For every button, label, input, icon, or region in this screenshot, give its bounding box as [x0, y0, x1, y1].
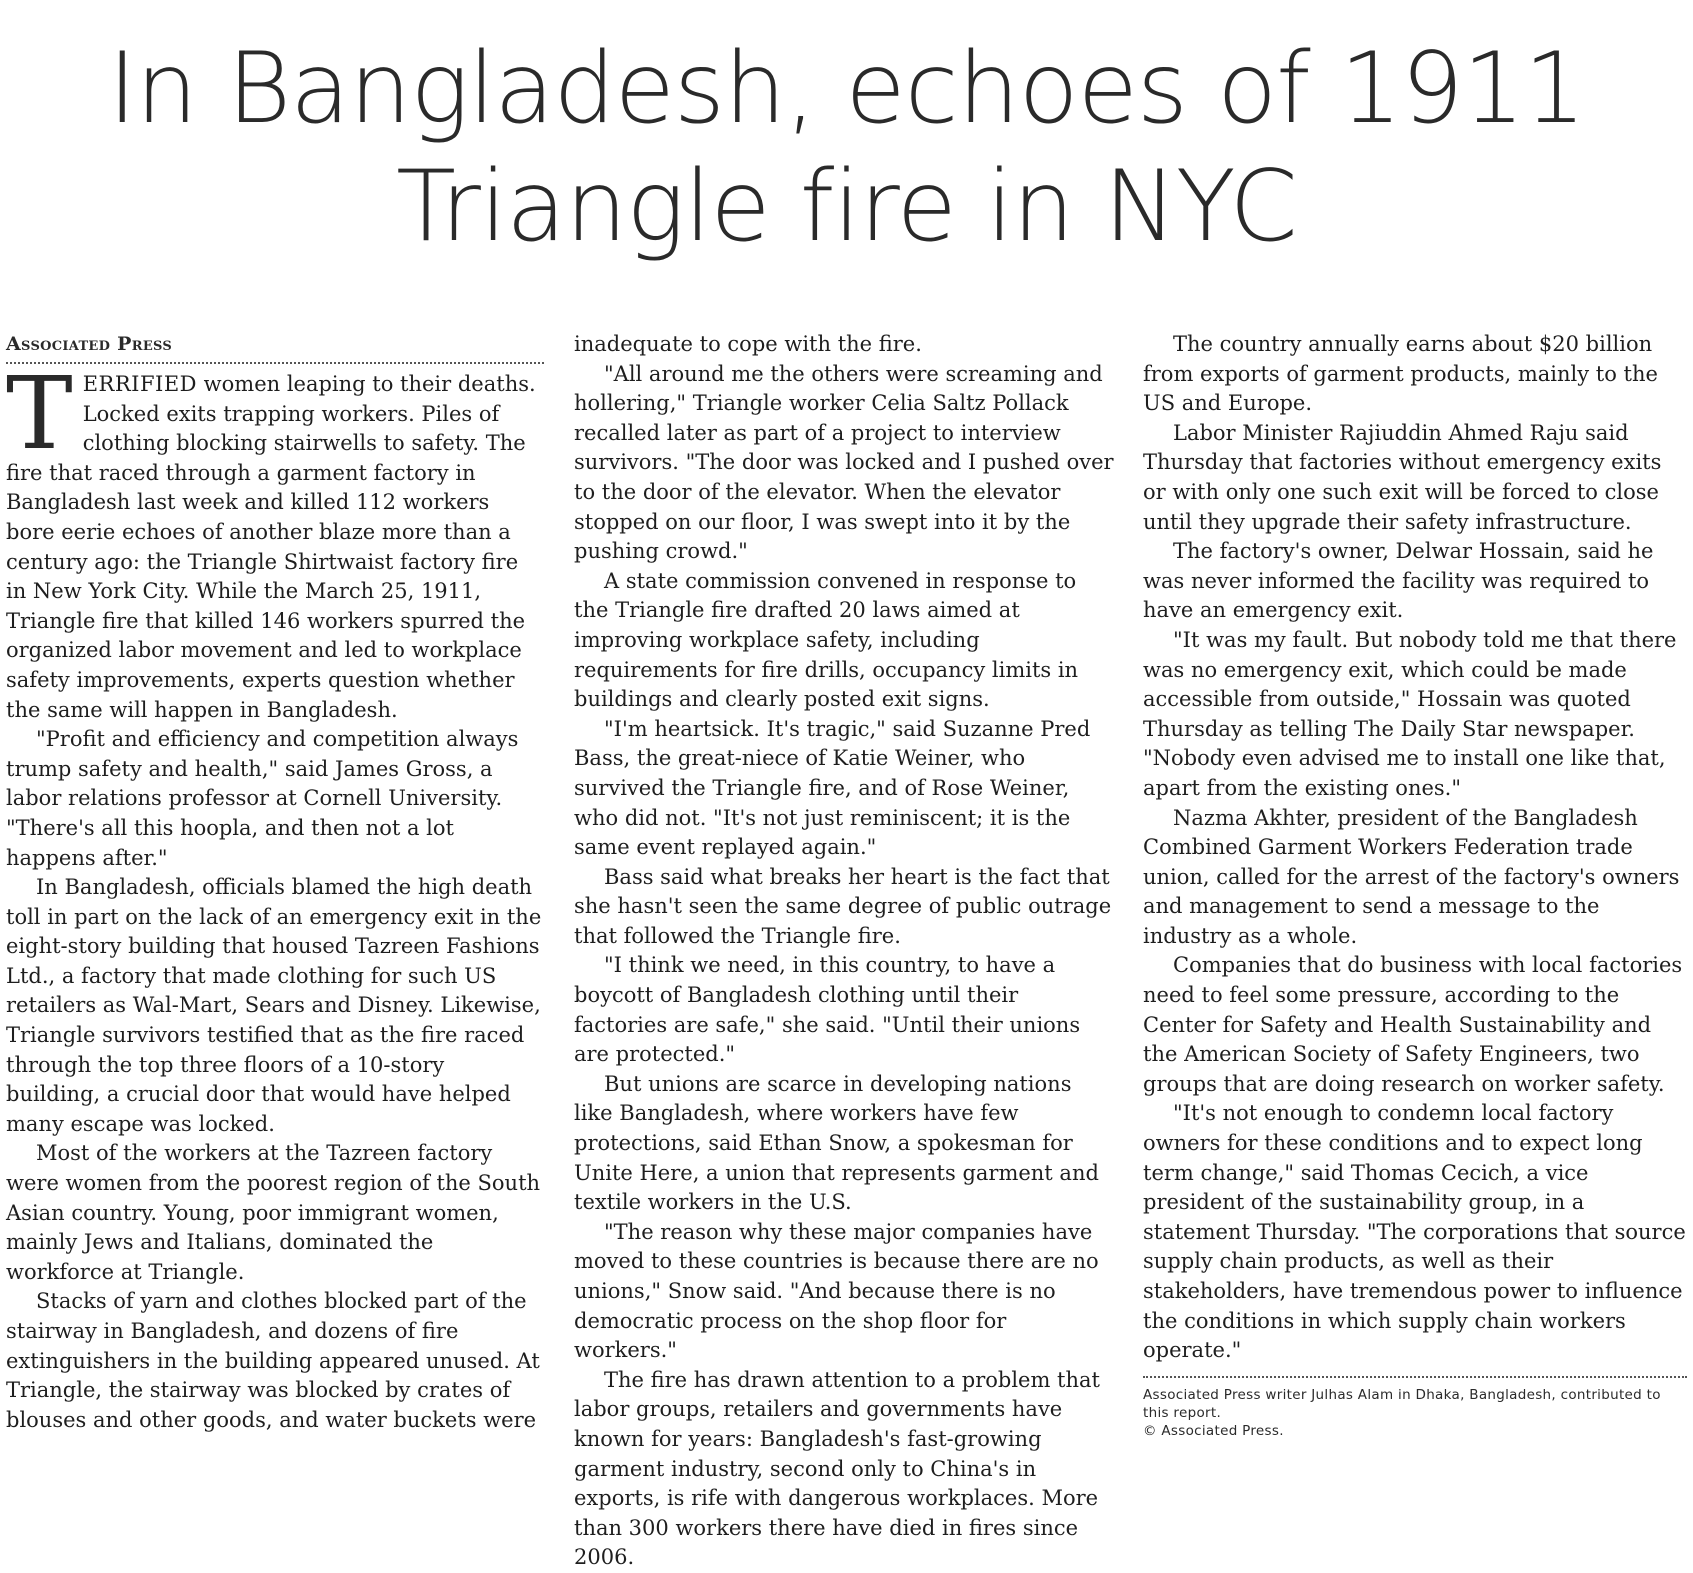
article-column-3 [1143, 330, 1687, 1440]
paragraph: Companies that do business with local factories need to feel some pressure, according to the Center for Safety and Health Sustainability and the American Society of Safety Engineers, two groups that are doing research on worker safety. [1143, 953, 1683, 1096]
lead-paragraph [6, 355, 544, 725]
paragraph: The fire has drawn attention to a problem that labor groups, retailers and governments have known for years: Bangladesh's fast-growing garment industry, second only to China's in exports, is rife with dangerous workplaces. More than 300 workers there have died in fires since 2006. [574, 1367, 1100, 1570]
article-column-1 [6, 330, 544, 1435]
headline-line-2: Triangle fire in NYC [396, 150, 1297, 264]
paragraph: Most of the workers at the Tazreen factory were women from the poorest region of the South Asian country. Young, poor immigrant women, mainly Jews and Italians, dominated the workforce at Triangle. [6, 1141, 541, 1284]
paragraph: "It was my fault. But nobody told me that there was no emergency exit, which could be made accessible from outside," Hossain was quoted Thursday as telling The Daily Star newspaper. "Nobody even advised me to install one like that, apart from the existing ones." [1143, 627, 1677, 800]
paragraph: "I think we need, in this country, to have a boycott of Bangladesh clothing until their factories are safe," she said. "Until their unions are protected." [574, 953, 1081, 1067]
lead-smallcaps: ERRIFIED [82, 372, 197, 396]
paragraph: "It's not enough to condemn local factory owners for these conditions and to expect long term change," said Thomas Cecich, a vice president of the sustainability group, in a statement Thursday. "The corporations that source supply chain products, as well as their stakeholders, have tremendous power to influence the conditions in which supply chain workers operate." [1143, 1101, 1686, 1363]
paragraph: "All around me the others were screaming and hollering," Triangle worker Celia Saltz Pollack recalled later as part of a project to interview survivors. "The door was locked and I pushed over to the door of the elevator. When the elevator stopped on our floor, I was swept into it by the pushing crowd." [574, 361, 1114, 564]
paragraph: Stacks of yarn and clothes blocked part of the stairway in Bangladesh, and dozens of fire extinguishers in the building appeared unused. At Triangle, the stairway was blocked by crates of blouses and other goods, and water buckets were [6, 1289, 540, 1432]
paragraph: Labor Minister Rajiuddin Ahmed Raju said Thursday that factories without emergency exits or with only one such exit will be forced to close until they upgrade their safety infrastructure. [1143, 420, 1662, 534]
paragraph-continuation: inadequate to cope with the fire. [574, 332, 922, 356]
paragraph: The country annually earns about $20 billion from exports of garment products, mainly to the US and Europe. [1143, 332, 1658, 416]
headline [0, 30, 1693, 266]
paragraph: "The reason why these major companies have moved to these countries is because there are no unions," Snow said. "And because there is no democratic process on the shop floor for workers." [574, 1219, 1099, 1363]
paragraph: In Bangladesh, officials blamed the high death toll in part on the lack of an emergency exit in the eight-story building that housed Tazreen Fashions Ltd., a factory that made clothing for such US retailers as Wal-Mart, Sears and Disney. Likewise, Triangle survivors testified that as the fire raced through the top three floors of a 10-story building, a crucial door that would have helped many escape was locked. [6, 875, 542, 1136]
contributor-credit [1143, 1376, 1687, 1440]
paragraph: The factory's owner, Delwar Hossain, said he was never informed the facility was required to have an emergency exit. [1143, 539, 1654, 623]
paragraph: But unions are scarce in developing nations like Bangladesh, where workers have few protections, said Ethan Snow, a spokesman for Unite Here, a union that represents garment and textile workers in the U.S. [574, 1071, 1099, 1215]
paragraph: "I'm heartsick. It's tragic," said Suzanne Pred Bass, the great-niece of Katie Weiner, who survived the Triangle fire, and of Rose Weiner, who did not. "It's not just reminiscent; it is the same event replayed again." [574, 716, 1091, 860]
paragraph: A state commission convened in response to the Triangle fire drafted 20 laws aimed at improving workplace safety, including requirements for fire drills, occupancy limits in buildings and clearly posted exit signs. [574, 568, 1079, 712]
drop-cap: T [6, 355, 73, 472]
lead-text: women leaping to their deaths. Locked exits trapping workers. Piles of clothing blocking stairwells to safety. The fire that raced through a garment factory in Bangladesh last week and killed 112 workers bore eerie echoes of another blaze more than a century ago: the Triangle Shirtwaist factory fire in New York City. While the March 25, 1911, Triangle fire that killed 146 workers spurred the organized labor movement and led to workplace safety improvements, experts question whether the same will happen in Bangladesh. [6, 372, 536, 722]
copyright-line: © Associated Press. [1143, 1422, 1284, 1439]
paragraph: "Profit and efficiency and competition always trump safety and health," said James Gross, a labor relations professor at Cornell University. "There's all this hoopla, and then not a lot happens after." [6, 727, 519, 870]
paragraph: Bass said what breaks her heart is the fact that she hasn't seen the same degree of public outrage that followed the Triangle fire. [574, 864, 1112, 948]
byline: Associated Press [6, 330, 544, 364]
headline-line-1: In Bangladesh, echoes of 1911 [107, 32, 1586, 146]
article-column-2 [574, 330, 1114, 1573]
paragraph: Nazma Akhter, president of the Bangladesh Combined Garment Workers Federation trade union, called for the arrest of the factory's owners and management to send a message to the industry as a whole. [1143, 805, 1680, 948]
credit-line: Associated Press writer Julhas Alam in Dhaka, Bangladesh, contributed to this report. [1143, 1386, 1661, 1421]
